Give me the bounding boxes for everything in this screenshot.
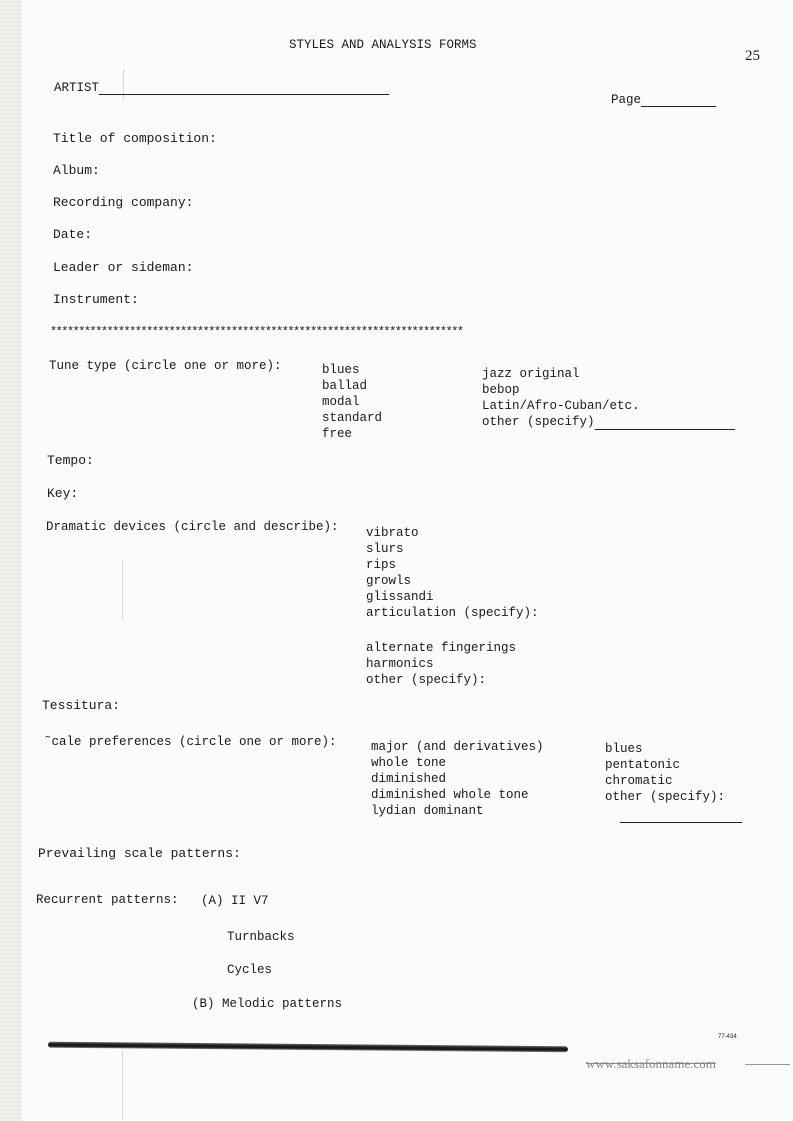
tune-option-jazz-original[interactable]: jazz original (482, 367, 580, 381)
tune-option-free[interactable]: free (322, 427, 353, 441)
recurrent-b-melodic-patterns[interactable]: (B) Melodic patterns (192, 997, 343, 1011)
field-key[interactable]: Key: (47, 486, 79, 501)
tune-option-standard[interactable]: standard (322, 411, 383, 425)
device-rips[interactable]: rips (366, 558, 397, 572)
device-harmonics[interactable]: harmonics (366, 657, 434, 671)
device-glissandi[interactable]: glissandi (366, 590, 434, 604)
page-title: STYLES AND ANALYSIS FORMS (289, 38, 477, 52)
tune-type-options-col1 (322, 362, 382, 442)
field-instrument[interactable]: Instrument: (53, 292, 139, 307)
form-code: 77-434 (718, 1034, 737, 1040)
artist-field[interactable] (54, 80, 389, 95)
device-growls[interactable]: growls (366, 574, 412, 588)
tune-other-blank[interactable] (595, 415, 735, 430)
tune-option-ballad[interactable]: ballad (322, 379, 368, 393)
dramatic-devices-group2 (366, 640, 516, 688)
scale-option-diminished[interactable]: diminished (371, 772, 447, 786)
dramatic-devices-label: Dramatic devices (circle and describe): (46, 520, 339, 534)
scale-option-blues[interactable]: blues (605, 742, 643, 756)
page-field[interactable] (611, 92, 716, 107)
artist-label: ARTIST (54, 81, 100, 95)
scale-options-col2 (605, 741, 725, 805)
scale-option-diminished-whole-tone[interactable]: diminished whole tone (371, 788, 529, 802)
scale-option-pentatonic[interactable]: pentatonic (605, 758, 681, 772)
scale-option-lydian-dominant[interactable]: lydian dominant (371, 804, 484, 818)
field-tessitura[interactable]: Tessitura: (42, 698, 121, 713)
tune-type-options-col2 (482, 366, 735, 430)
binding-edge-bar (48, 1042, 568, 1053)
recurrent-a-ii-v7[interactable]: (A) II V7 (201, 894, 269, 908)
recurrent-turnbacks[interactable]: Turnbacks (227, 930, 295, 944)
field-tempo[interactable]: Tempo: (47, 453, 94, 468)
field-recording-company[interactable]: Recording company: (53, 195, 194, 210)
scale-preferences-label: ˜cale preferences (circle one or more): (44, 735, 337, 749)
device-vibrato[interactable]: vibrato (366, 526, 419, 540)
page-label: Page (611, 93, 642, 107)
field-title-of-composition[interactable]: Title of composition: (53, 131, 217, 146)
recurrent-patterns-label: Recurrent patterns: (36, 893, 179, 907)
device-slurs[interactable]: slurs (366, 542, 404, 556)
scale-option-chromatic[interactable]: chromatic (605, 774, 673, 788)
scan-artifact-line (122, 1050, 123, 1120)
scan-edge-shadow (0, 0, 22, 1121)
artist-blank[interactable] (99, 80, 389, 95)
device-alternate-fingerings[interactable]: alternate fingerings (366, 641, 517, 655)
tune-option-other[interactable] (482, 414, 735, 430)
tune-option-bebop[interactable]: bebop (482, 383, 520, 397)
scan-artifact-line (122, 560, 123, 620)
page-blank[interactable] (641, 92, 716, 107)
tune-option-modal[interactable]: modal (322, 395, 360, 409)
scale-options-col1 (371, 739, 544, 819)
field-leader-or-sideman[interactable]: Leader or sideman: (53, 260, 194, 275)
tune-option-other-label: other (specify) (482, 415, 595, 429)
recurrent-cycles[interactable]: Cycles (227, 963, 273, 977)
scale-option-major[interactable]: major (and derivatives) (371, 740, 544, 754)
watermark-url: www.saksafonname.com (586, 1056, 716, 1071)
device-articulation[interactable]: articulation (specify): (366, 606, 539, 620)
scan-artifact-underline (745, 1064, 790, 1065)
field-album[interactable]: Album: (53, 163, 100, 178)
device-other[interactable]: other (specify): (366, 673, 487, 687)
tune-option-latin[interactable]: Latin/Afro-Cuban/etc. (482, 399, 640, 413)
asterisk-separator: ************************************************************************* (50, 325, 463, 339)
scale-option-whole-tone[interactable]: whole tone (371, 756, 447, 770)
scale-other-blank[interactable] (620, 822, 742, 823)
prevailing-scale-patterns-label[interactable]: Prevailing scale patterns: (38, 846, 241, 861)
dramatic-devices-group1 (366, 525, 539, 621)
field-date[interactable]: Date: (53, 227, 93, 242)
tune-type-label: Tune type (circle one or more): (49, 359, 282, 373)
scale-option-other[interactable]: other (specify): (605, 790, 726, 804)
tune-option-blues[interactable]: blues (322, 363, 360, 377)
page-number: 25 (745, 48, 760, 64)
